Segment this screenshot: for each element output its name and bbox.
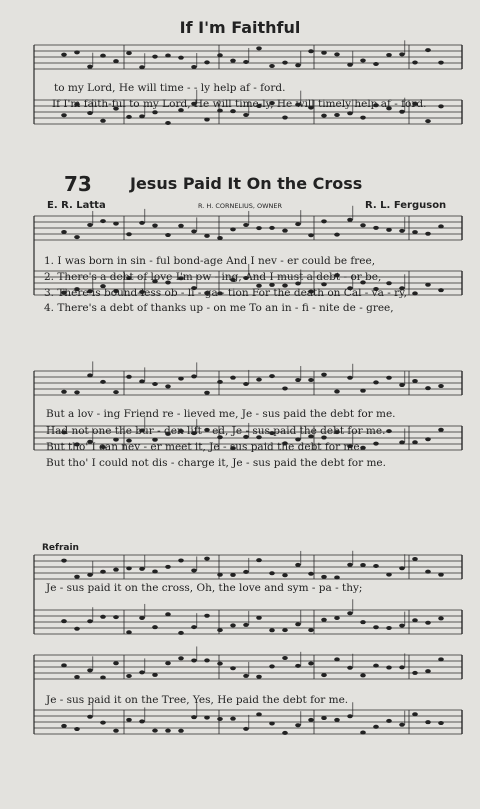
composer-credit: R. L. Ferguson <box>365 200 447 211</box>
previous-hymn-title: If I'm Faithful <box>179 18 301 37</box>
lyric-line: If I'm faith-ful to my Lord, He will time-ly, He will timely help af - ford. <box>52 98 427 110</box>
verse-line: 3. There is bound-less ob - li - ga - tion For the death on Cal - va - ry, <box>44 287 407 299</box>
refrain-line: Je - sus paid it on the Tree, Yes, He paid the debt for me. <box>46 694 349 706</box>
lyricist-credit: E. R. Latta <box>47 200 106 211</box>
verse-line: But tho' I can nev - er meet it, Je - sus paid the debt for me. <box>46 441 363 453</box>
refrain-label: Refrain <box>42 543 79 553</box>
verse-line: 1. I was born in sin - ful bond-age And I nev - er could be free, <box>44 255 376 267</box>
verse-line: Had not one the bur - den lift - ed, Je - sus paid the debt for me. <box>46 425 386 437</box>
verse-line: 2. There's a debt of love I'm ow - ing, And I must a debt - or be, <box>44 271 382 283</box>
hymn-title: Jesus Paid It On the Cross <box>130 174 363 193</box>
refrain-line: Je - sus paid it on the cross, Oh, the love and sym - pa - thy; <box>46 582 363 594</box>
hymn-number: 73 <box>64 172 92 196</box>
owner-credit: R. H. CORNELIUS, OWNER <box>198 202 283 210</box>
verse-line: But a lov - ing Friend re - lieved me, Je - sus paid the debt for me. <box>46 408 396 420</box>
verse-line: 4. There's a debt of thanks up - on me To an in - fi - nite de - gree, <box>44 302 394 314</box>
verse-line: But tho' I could not dis - charge it, Je - sus paid the debt for me. <box>46 457 386 469</box>
lyric-line: to my Lord, He will time - - ly help af - ford. <box>54 82 286 94</box>
